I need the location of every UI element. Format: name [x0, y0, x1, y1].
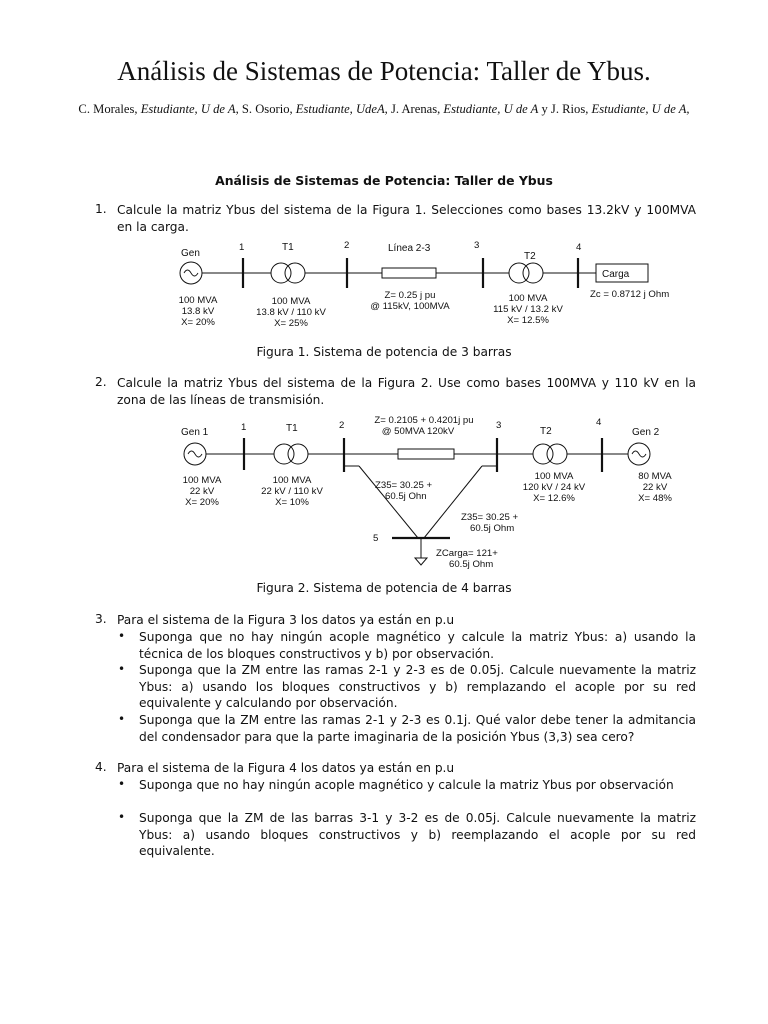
question-number: 2. — [95, 375, 107, 389]
transformer-reactance: X= 12.5% — [507, 315, 549, 326]
bullet-marker: • — [118, 712, 126, 726]
bus-number: 4 — [576, 242, 582, 253]
author-name: C. Morales, — [78, 102, 141, 116]
line-impedance-symbol — [398, 449, 454, 459]
author-name: , S. Osorio, — [235, 102, 296, 116]
authors-line — [60, 101, 708, 117]
bus-number: 2 — [339, 420, 345, 431]
question-number: 1. — [95, 202, 107, 216]
bus-number: 4 — [596, 417, 602, 428]
document-title: Análisis de Sistemas de Potencia: Taller de Ybus. — [117, 56, 651, 86]
bullet-marker: • — [118, 810, 126, 824]
author-name: y J. Rios, — [538, 102, 592, 116]
generator-label: Gen — [181, 248, 200, 259]
branch-impedance: Z35= 30.25 + — [461, 512, 519, 523]
author-affiliation: Estudiante, U de A, — [591, 102, 690, 116]
bus-number: 2 — [344, 240, 350, 251]
transformer-reactance: X= 25% — [274, 318, 308, 329]
transformer-rating: 100 MVA — [271, 296, 311, 307]
bullet-marker: • — [118, 629, 126, 643]
load-impedance: Zc = 0.8712 j Ohm — [590, 289, 670, 300]
author-affiliation: Estudiante, U de A — [140, 102, 236, 116]
generator-label: Gen 1 — [181, 427, 209, 438]
figure-2-caption: Figura 2. Sistema de potencia de 4 barras — [256, 581, 512, 595]
question-text: Calcule la matriz Ybus del sistema de la Figura 1. Selecciones como bases 13.2kV y 100MVA en la carga. — [117, 203, 696, 234]
generator-rating: 100 MVA — [182, 475, 222, 486]
transformer-label: T2 — [524, 251, 536, 262]
load-label: Carga — [602, 269, 630, 280]
transformer-label: T2 — [540, 426, 552, 437]
transformer-voltage: 13.8 kV / 110 kV — [256, 307, 326, 318]
line-label: Línea 2-3 — [388, 243, 431, 254]
line-impedance-symbol — [382, 268, 436, 278]
line-impedance: Z= 0.2105 + 0.4201j pu — [374, 415, 474, 426]
bus-number: 5 — [373, 533, 379, 544]
generator-reactance: X= 20% — [181, 317, 215, 328]
line-impedance: Z= 0.25 j pu — [384, 290, 436, 301]
transformer-rating: 100 MVA — [272, 475, 312, 486]
transformer-reactance: X= 12.6% — [533, 493, 575, 504]
load-impedance: 60.5j Ohm — [449, 559, 494, 570]
transformer-reactance: X= 10% — [275, 497, 309, 508]
generator-rating: 100 MVA — [178, 295, 218, 306]
transformer-rating: 100 MVA — [534, 471, 574, 482]
question-number: 3. — [95, 612, 107, 626]
transformer-label: T1 — [282, 242, 294, 253]
bullet-text: Suponga que no hay ningún acople magnético y calcule la matriz Ybus: a) usando la técnica de los bloques constructivos y b) por observación. — [139, 630, 696, 661]
question-text: Para el sistema de la Figura 4 los datos ya están en p.u — [117, 761, 455, 775]
bus-number: 3 — [496, 420, 502, 431]
bus-number: 3 — [474, 240, 480, 251]
transformer-voltage: 22 kV / 110 kV — [261, 486, 323, 497]
figure-1-caption: Figura 1. Sistema de potencia de 3 barras — [256, 345, 512, 359]
section-title: Análisis de Sistemas de Potencia: Taller de Ybus — [215, 173, 553, 188]
branch-impedance: 60.5j Ohm — [470, 523, 515, 534]
bullet-marker: • — [118, 662, 126, 676]
branch-impedance: 60.5j Ohn — [385, 491, 427, 502]
bullet-text: Suponga que la ZM de las barras 3-1 y 3-2 es de 0.05j. Calcule nuevamente la matriz Ybus: a) usando bloques constructivos y b) reemplazando el acople por su red equivalente. — [139, 811, 696, 859]
generator-reactance: X= 48% — [638, 493, 672, 504]
line-base: @ 50MVA 120kV — [381, 426, 455, 437]
bullet-marker: • — [118, 777, 126, 791]
question-number: 4. — [95, 760, 107, 774]
generator-label: Gen 2 — [632, 427, 660, 438]
generator-voltage: 22 kV — [189, 486, 215, 497]
transformer-voltage: 115 kV / 13.2 kV — [493, 304, 563, 315]
question-text: Para el sistema de la Figura 3 los datos ya están en p.u — [117, 613, 455, 627]
generator-reactance: X= 20% — [185, 497, 219, 508]
bullet-text: Suponga que la ZM entre las ramas 2-1 y 2-3 es de 0.05j. Calcule nuevamente la matriz Ybus: a) usando los bloques constructivos y b) remplazando el acople por su red equivalente y calculando por observación. — [139, 663, 696, 711]
branch-impedance: Z35= 30.25 + — [375, 480, 433, 491]
transformer-voltage: 120 kV / 24 kV — [522, 482, 586, 493]
figure-2-diagram — [0, 410, 768, 575]
bullet-text: Suponga que la ZM entre las ramas 2-1 y 2-3 es 0.1j. Qué valor debe tener la admitancia del condensador para que la parte imaginaria de la posición Ybus (3,3) sea cero? — [139, 713, 696, 744]
load-impedance: ZCarga= 121+ — [436, 548, 498, 559]
figure-1-diagram — [0, 236, 768, 336]
ground-load-symbol — [415, 558, 427, 565]
bus-number: 1 — [241, 422, 247, 433]
generator-rating: 80 MVA — [638, 471, 672, 482]
author-affiliation: Estudiante, U de A — [443, 102, 539, 116]
transformer-rating: 100 MVA — [508, 293, 548, 304]
generator-voltage: 22 kV — [642, 482, 668, 493]
transformer-label: T1 — [286, 423, 298, 434]
bullet-text: Suponga que no hay ningún acople magnético y calcule la matriz Ybus por observación — [139, 778, 674, 792]
author-affiliation: Estudiante, UdeA — [295, 102, 385, 116]
author-name: , J. Arenas, — [384, 102, 444, 116]
question-text: Calcule la matriz Ybus del sistema de la Figura 2. Use como bases 100MVA y 110 kV en la zona de las líneas de transmisión. — [117, 376, 696, 407]
generator-voltage: 13.8 kV — [181, 306, 215, 317]
bus-number: 1 — [239, 242, 245, 253]
line-base: @ 115kV, 100MVA — [370, 301, 450, 312]
